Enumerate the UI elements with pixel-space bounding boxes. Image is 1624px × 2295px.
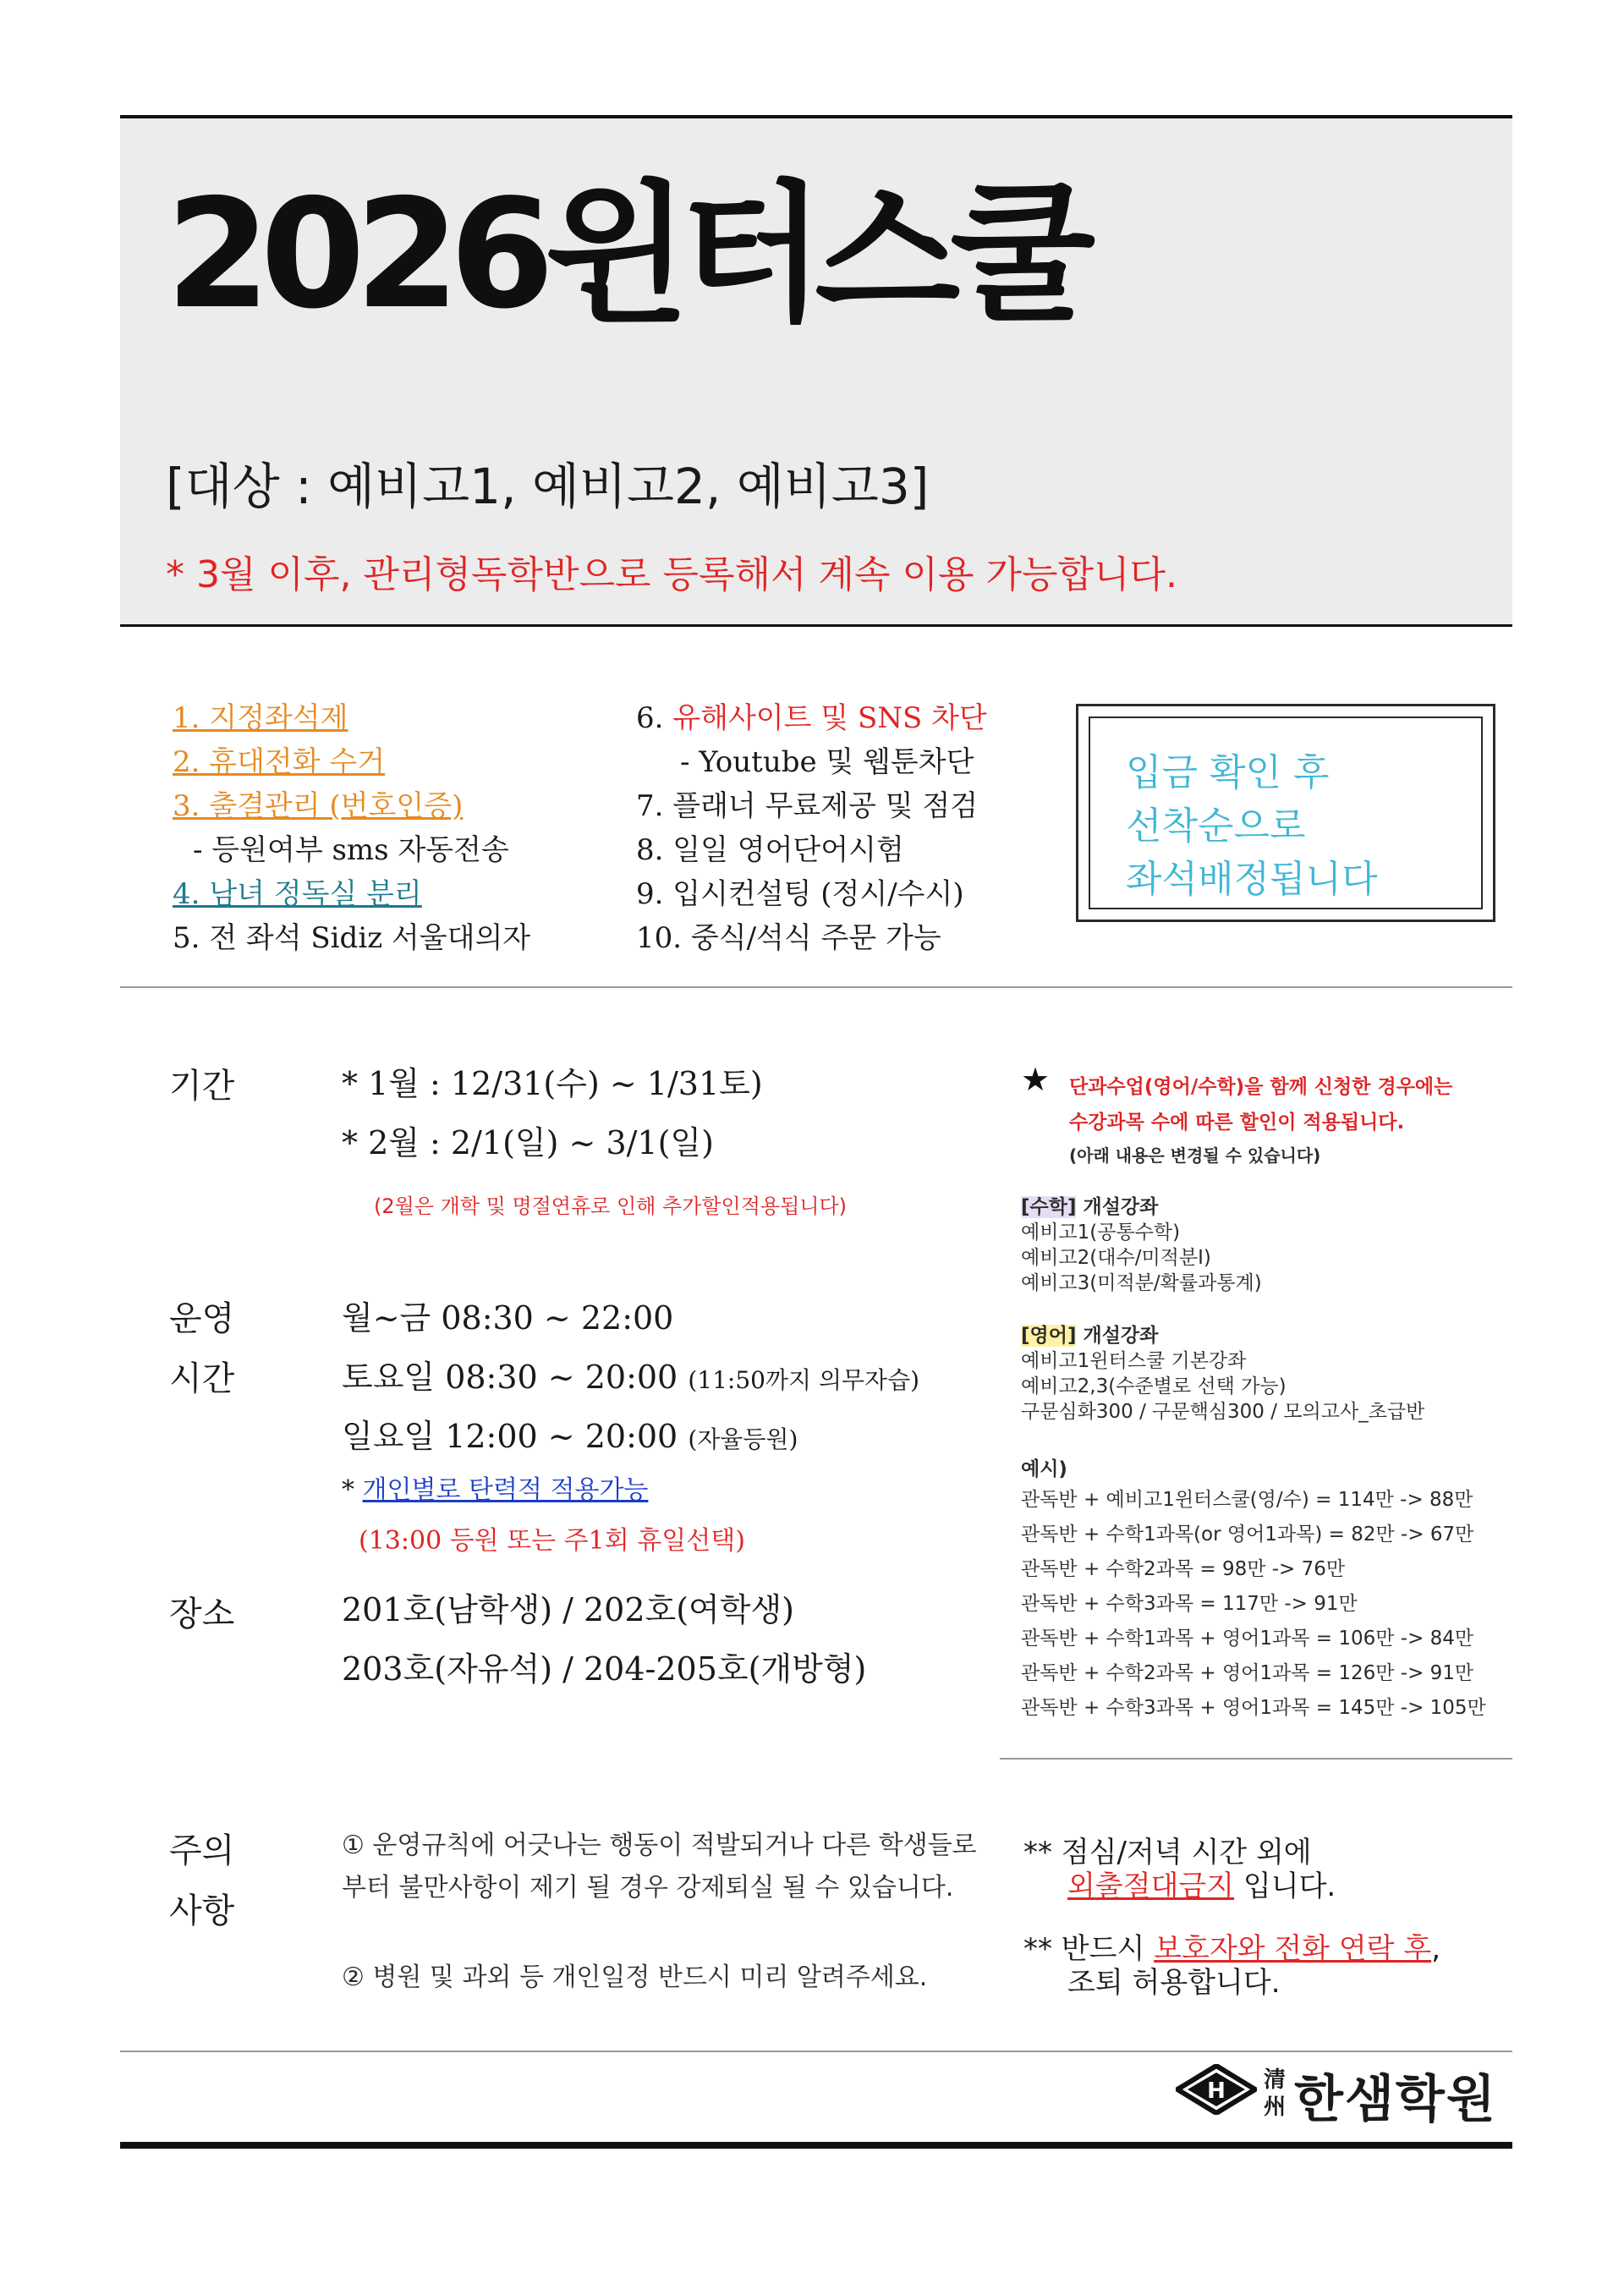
- english-course: 예비고1윈터스쿨 기본강좌: [1021, 1350, 1247, 1372]
- seat-assignment-box: [1076, 704, 1495, 922]
- location-line-2: 203호(자유석) / 204-205호(개방형): [342, 1650, 867, 1688]
- logo-mark-letter: H: [1207, 2078, 1226, 2104]
- footer-divider: [120, 2051, 1512, 2052]
- caution-1-line-2: 부터 불만사항이 제기 될 경우 강제퇴실 될 수 있습니다.: [342, 1873, 954, 1902]
- pricing-headline-2: 수강과목 수에 따른 할인이 적용됩니다.: [1069, 1112, 1405, 1134]
- hours-label-2: 시간: [169, 1359, 235, 1398]
- hours-weekday: 월~금 08:30 ~ 22:00: [342, 1299, 674, 1337]
- caution-1-line-1: ① 운영규칙에 어긋나는 행동이 적발되거나 다른 학생들로: [342, 1831, 977, 1860]
- registration-notice: * 3월 이후, 관리형독학반으로 등록해서 계속 이용 가능합니다.: [166, 553, 1177, 596]
- location-line-1: 201호(남학생) / 202호(여학생): [342, 1591, 794, 1628]
- price-example: 관독반 + 수학2과목 + 영어1과목 = 126만 -> 91만: [1021, 1662, 1474, 1684]
- feature-6: [636, 696, 987, 740]
- header-bottom-rule: [120, 624, 1512, 627]
- math-heading: [1021, 1191, 1158, 1219]
- logo-hanja-1: 清: [1264, 2067, 1287, 2093]
- hours-flex-note: (13:00 등원 또는 주1회 휴일선택): [359, 1526, 745, 1556]
- caution-right-1-line-2: [1067, 1863, 1336, 1904]
- pricing-divider: [1000, 1758, 1512, 1760]
- english-course: 구문심화300 / 구문핵심300 / 모의고사_초급반: [1021, 1401, 1425, 1423]
- caution-2: ② 병원 및 과외 등 개인일정 반드시 미리 알려주세요.: [342, 1963, 928, 1992]
- feature-3-sub: - 등원여부 sms 자동전송: [193, 833, 509, 867]
- period-january: * 1월 : 12/31(수) ~ 1/31토): [342, 1065, 763, 1102]
- feature-5: 5. 전 좌석 Sidiz 서울대의자: [173, 921, 531, 955]
- english-title: 개설강좌: [1076, 1325, 1159, 1347]
- star-icon: ★: [1021, 1061, 1051, 1098]
- hours-saturday: [342, 1351, 919, 1397]
- feature-8: 8. 일일 영어단어시험: [636, 833, 904, 867]
- early-leave-lead: ** 반드시: [1023, 1932, 1155, 1966]
- seat-notice-line: 좌석배정됩니다: [1126, 858, 1378, 901]
- no-outing-text: 외출절대금지: [1067, 1869, 1235, 1903]
- price-example: 관독반 + 수학1과목(or 영어1과목) = 82만 -> 67만: [1021, 1524, 1474, 1546]
- math-title: 개설강좌: [1076, 1196, 1159, 1218]
- english-tag: [영어]: [1021, 1325, 1077, 1347]
- caution-right-2-line-2: 조퇴 허용합니다.: [1067, 1966, 1281, 2000]
- math-course: 예비고3(미적분/확률과통계): [1021, 1272, 1262, 1294]
- early-leave-comma: ,: [1431, 1932, 1440, 1966]
- feature-6-number: 6.: [636, 701, 664, 735]
- page-title: 2026윈터스쿨: [166, 167, 1086, 342]
- hours-sunday-time: 일요일 12:00 ~ 20:00: [342, 1418, 678, 1455]
- hours-label-1: 운영: [169, 1299, 235, 1338]
- logo-name: 한샘학원: [1294, 2070, 1497, 2129]
- price-example: 관독반 + 수학3과목 = 117만 -> 91만: [1021, 1593, 1358, 1615]
- feature-6-sub: - Youtube 및 웹툰차단: [680, 745, 974, 779]
- price-example: 관독반 + 예비고1윈터스쿨(영/수) = 114만 -> 88만: [1021, 1489, 1473, 1511]
- feature-9: 9. 입시컨설팅 (정시/수시): [636, 877, 964, 911]
- hours-flexible: [342, 1469, 648, 1506]
- feature-10: 10. 중식/석식 주문 가능: [636, 921, 941, 955]
- logo-mark-icon: [1176, 2064, 1257, 2115]
- location-label: 장소: [169, 1595, 235, 1633]
- hours-sunday: [342, 1410, 798, 1457]
- feature-3: 3. 출결관리 (번호인증): [173, 789, 464, 823]
- target-students: [대상 : 예비고1, 예비고2, 예비고3]: [166, 458, 930, 515]
- bottom-rule: [120, 2142, 1512, 2149]
- no-outing-tail: 입니다.: [1234, 1869, 1336, 1903]
- logo-hanja-2: 州: [1264, 2095, 1287, 2120]
- math-tag: [수학]: [1021, 1196, 1077, 1218]
- period-label: 기간: [169, 1067, 235, 1106]
- academy-logo: [1176, 2057, 1514, 2129]
- feature-6-label: 유해사이트 및 SNS 차단: [672, 701, 987, 735]
- section-divider: [120, 986, 1512, 988]
- english-heading: [1021, 1320, 1158, 1348]
- pricing-headline-1: 단과수업(영어/수학)을 함께 신청한 경우에는: [1069, 1076, 1453, 1098]
- pricing-headline-3: (아래 내용은 변경될 수 있습니다): [1069, 1145, 1321, 1166]
- feature-1: 1. 지정좌석제: [173, 701, 348, 735]
- price-example: 관독반 + 수학2과목 = 98만 -> 76만: [1021, 1558, 1346, 1580]
- hours-sunday-note: (자율등원): [688, 1425, 798, 1453]
- flex-asterisk: *: [342, 1475, 354, 1505]
- caution-label-2: 사항: [169, 1891, 235, 1930]
- price-example: 관독반 + 수학1과목 + 영어1과목 = 106만 -> 84만: [1021, 1628, 1474, 1650]
- hours-saturday-note: (11:50까지 의무자습): [688, 1366, 920, 1394]
- price-example: 관독반 + 수학3과목 + 영어1과목 = 145만 -> 105만: [1021, 1697, 1486, 1719]
- period-discount-note: (2월은 개학 및 명절연휴로 인해 추가할인적용됩니다): [374, 1194, 848, 1218]
- seat-notice-line: 선착순으로: [1126, 804, 1306, 848]
- english-course: 예비고2,3(수준별로 선택 가능): [1021, 1375, 1287, 1397]
- guardian-contact-text: 보호자와 전화 연락 후: [1154, 1932, 1432, 1966]
- flex-text: 개인별로 탄력적 적용가능: [362, 1475, 649, 1505]
- feature-7: 7. 플래너 무료제공 및 점검: [636, 789, 979, 823]
- math-course: 예비고1(공통수학): [1021, 1222, 1181, 1244]
- math-course: 예비고2(대수/미적분I): [1021, 1247, 1211, 1269]
- feature-2: 2. 휴대전화 수거: [173, 745, 386, 779]
- period-february: * 2월 : 2/1(일) ~ 3/1(일): [342, 1124, 714, 1161]
- caution-right-1-line-1: ** 점심/저녁 시간 외에: [1023, 1836, 1312, 1869]
- example-label: 예시): [1021, 1458, 1067, 1480]
- caution-label-1: 주의: [169, 1831, 235, 1870]
- hours-saturday-time: 토요일 08:30 ~ 20:00: [342, 1359, 678, 1396]
- feature-4: 4. 남녀 정독실 분리: [173, 877, 422, 911]
- seat-notice-line: 입금 확인 후: [1126, 751, 1330, 794]
